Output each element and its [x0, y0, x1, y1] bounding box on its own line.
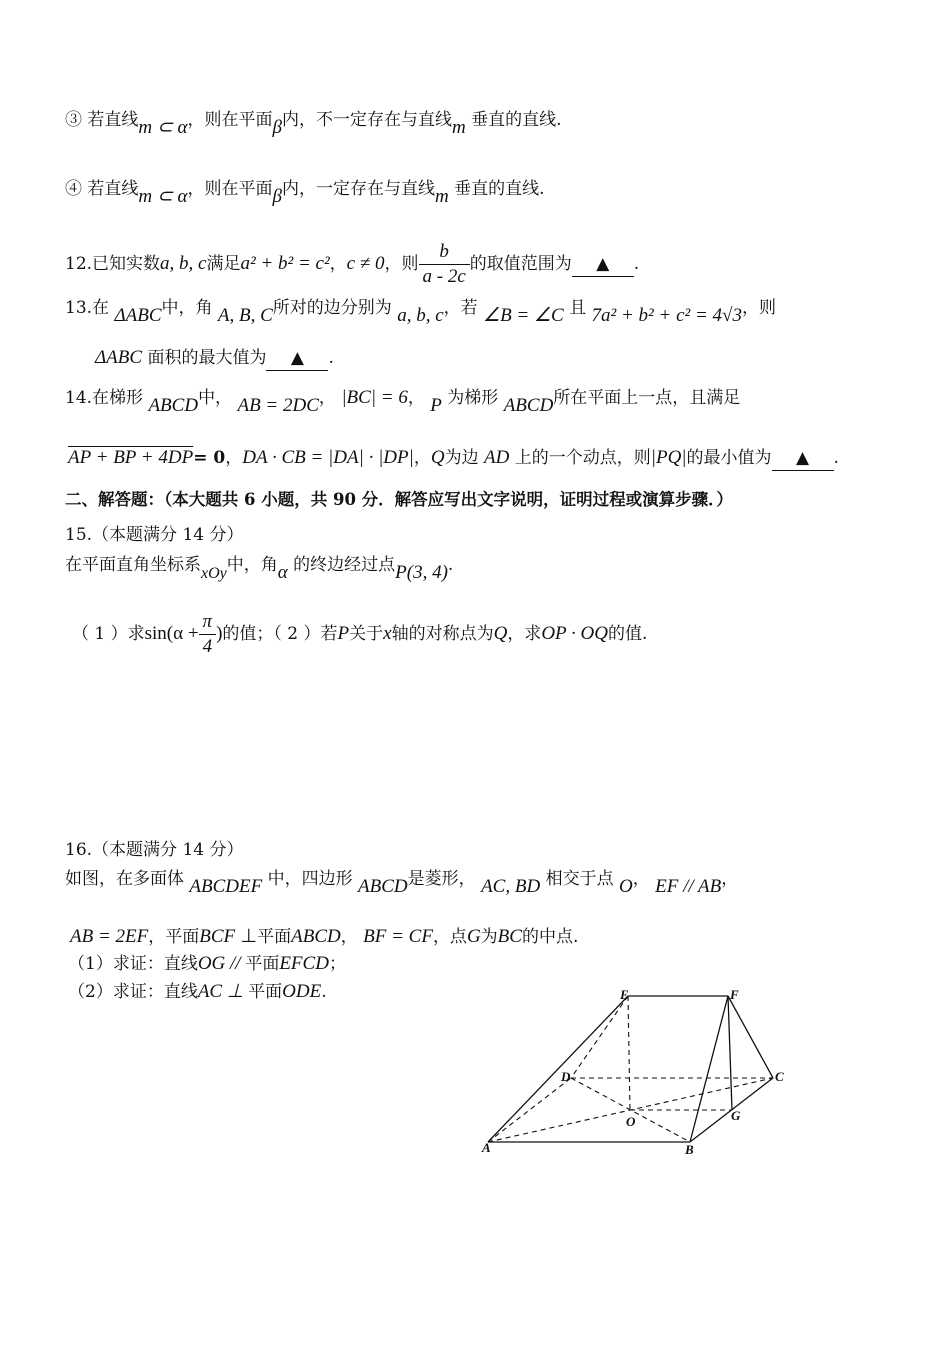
- math-ef-parallel: EF // AB: [655, 876, 722, 897]
- math-g: G: [466, 926, 481, 947]
- text: ，点: [432, 927, 467, 947]
- text: ，平面: [148, 927, 200, 947]
- text: ，: [632, 869, 650, 889]
- label-d: D: [561, 1069, 571, 1084]
- label-f: F: [730, 987, 739, 1002]
- question-13-cont: [95, 346, 334, 371]
- text: ，则在平面: [187, 179, 273, 199]
- math-beta: β: [272, 186, 282, 207]
- math-sides: a, b, c: [397, 305, 444, 326]
- math-acbd: AC, BD: [481, 876, 541, 897]
- question-12: [65, 240, 639, 289]
- section-heading: 二、解答题：（本大题共 6 小题，共 90 分．解答应写出文字说明，证明过程或演算步骤．）: [65, 490, 733, 509]
- math-x: x: [383, 623, 392, 644]
- text: 中，角: [226, 555, 278, 575]
- text: ，: [329, 254, 347, 274]
- text: 面积的最大值为: [147, 348, 267, 368]
- edge-ae: [488, 996, 628, 1142]
- text: 关于: [349, 624, 384, 644]
- text: ，求: [507, 624, 542, 644]
- math-ode: ODE: [282, 981, 322, 1002]
- text: ，则在平面: [187, 110, 273, 130]
- math-point: P(3, 4): [395, 562, 448, 583]
- fraction: [419, 240, 470, 289]
- math-vectors: AP + BP + 4DP: [68, 447, 194, 468]
- edge-fg: [728, 996, 732, 1110]
- math-perp: ⊥: [240, 926, 258, 947]
- math-m: m: [452, 117, 466, 138]
- label-b: B: [685, 1142, 694, 1157]
- edge-ad: [488, 1078, 571, 1142]
- math-bc: BC: [497, 926, 522, 947]
- text: ，: [340, 927, 358, 947]
- math-ab-2ef: AB = 2EF: [70, 926, 149, 947]
- text: ，: [407, 388, 425, 408]
- text: 上的一个动点，则: [514, 448, 651, 468]
- item-3: [65, 108, 562, 138]
- fraction-numerator: π: [199, 610, 217, 635]
- text: 的值.: [608, 624, 648, 644]
- math-bcf: BCF: [199, 926, 236, 947]
- question-15-stem: [65, 553, 454, 583]
- label-e: E: [620, 987, 629, 1002]
- math-pq: |PQ|: [650, 447, 687, 468]
- math-ac: AC ⊥: [197, 981, 249, 1002]
- text: （ 1 ）求: [72, 624, 145, 644]
- text: 的终边经过点: [293, 555, 396, 575]
- math-p: P: [337, 623, 350, 644]
- item-4: [65, 177, 545, 207]
- fraction-numerator: b: [419, 240, 470, 265]
- label-o: O: [626, 1114, 636, 1129]
- math-dot-product: OP · OQ: [541, 623, 608, 644]
- text: .: [633, 254, 640, 274]
- math-angles: A, B, C: [217, 305, 273, 326]
- math-vars: a, b, c: [160, 253, 207, 274]
- math-p: P: [430, 395, 442, 416]
- math-xoy: xOy: [201, 565, 227, 582]
- answer-blank: ▲: [572, 252, 634, 277]
- math-eq: AB = 2DC: [237, 395, 319, 416]
- text: ；: [328, 954, 346, 974]
- text: 垂直的直线.: [471, 110, 562, 130]
- question-16-part-1: [68, 952, 346, 976]
- math-abcd: ABCD: [148, 395, 199, 416]
- text: 平面: [257, 927, 292, 947]
- text: ，: [225, 448, 243, 468]
- math-expr: m ⊂ α: [138, 186, 188, 207]
- text: 垂直的直线.: [454, 179, 545, 199]
- text: 是菱形，: [407, 869, 476, 889]
- fraction-denominator: a - 2c: [422, 266, 466, 287]
- text: 轴的对称点为: [391, 624, 494, 644]
- polyhedron-figure: [470, 980, 810, 1160]
- text: 的中点.: [521, 927, 579, 947]
- text: .: [321, 982, 327, 1002]
- question-15-head: 15.（本题满分 14 分）: [65, 525, 244, 545]
- fraction: [199, 610, 217, 659]
- text: 在平面直角坐标系: [65, 555, 201, 575]
- math-abcd: ABCD: [291, 926, 341, 947]
- math-triangle: ΔABC: [95, 347, 143, 368]
- math-eq: a² + b² = c²: [240, 253, 330, 274]
- math-sin: sin(α +: [144, 623, 199, 644]
- text: 的最小值为: [686, 448, 772, 468]
- text: 中，角: [161, 298, 213, 318]
- text: 中，: [198, 388, 233, 408]
- math-beta: β: [272, 117, 282, 138]
- math-abcdef: ABCDEF: [189, 876, 263, 897]
- text: 且: [569, 298, 587, 318]
- math-abcd: ABCD: [358, 876, 408, 897]
- math-q: Q: [430, 447, 445, 468]
- text: （1）求证：直线: [68, 954, 198, 974]
- math-expr: m ⊂ α: [138, 117, 188, 138]
- text: 内，一定存在与直线: [282, 179, 435, 199]
- question-number: 12.: [65, 254, 93, 274]
- label-c: C: [775, 1069, 784, 1084]
- text: ，: [413, 448, 431, 468]
- text: 所在平面上一点，且满足: [553, 388, 741, 408]
- math-bf-cf: BF = CF: [363, 926, 433, 947]
- text: 在: [92, 298, 110, 318]
- question-16-stem-2: [70, 925, 578, 949]
- text: .: [447, 555, 454, 575]
- question-16-stem: [65, 867, 739, 897]
- math-efcd: EFCD: [279, 953, 329, 974]
- text: 的值；（ 2 ）若: [222, 624, 338, 644]
- edge-fc: [728, 996, 773, 1078]
- math-zero: = 0: [193, 448, 226, 468]
- edge-ed: [571, 996, 628, 1078]
- question-16-head: 16.（本题满分 14 分）: [65, 840, 244, 860]
- text: ，则: [384, 254, 419, 274]
- edge-fb: [690, 996, 728, 1142]
- text: 为: [480, 927, 498, 947]
- text: ，则: [741, 298, 776, 318]
- text: 在梯形: [92, 388, 144, 408]
- math-q: Q: [493, 623, 508, 644]
- text: ，: [318, 388, 336, 408]
- text: 为梯形: [447, 388, 499, 408]
- answer-blank: ▲: [266, 346, 328, 371]
- question-16-part-2: [68, 980, 327, 1004]
- math-o: O: [618, 876, 633, 897]
- question-number: 14.: [65, 388, 93, 408]
- math-alpha: α: [277, 562, 288, 583]
- math-og: OG //: [197, 953, 246, 974]
- math-abcd: ABCD: [503, 395, 554, 416]
- math-dot-product: DA · CB = |DA| · |DP|: [242, 447, 414, 468]
- text: 相交于点: [545, 869, 614, 889]
- question-number: 13.: [65, 298, 93, 318]
- text: ，: [721, 869, 739, 889]
- text: 满足: [206, 254, 241, 274]
- text: 所对的边分别为: [272, 298, 392, 318]
- question-14: [65, 386, 741, 416]
- text: .: [833, 448, 839, 468]
- math-paren: ): [216, 623, 223, 644]
- edge-eo: [628, 996, 630, 1110]
- text: 平面: [245, 954, 280, 974]
- text: （2）求证：直线: [68, 982, 198, 1002]
- math-angle-eq: ∠B = ∠C: [483, 305, 564, 326]
- math-eq: |BC| = 6: [341, 387, 408, 408]
- text: 内，不一定存在与直线: [282, 110, 452, 130]
- item-label: ④ 若直线: [65, 179, 139, 199]
- label-a: A: [482, 1140, 491, 1155]
- text: 如图，在多面体: [65, 869, 184, 889]
- question-15-parts: [72, 610, 647, 659]
- text: .: [328, 348, 334, 368]
- math-equation: 7a² + b² + c² = 4√3: [591, 305, 742, 326]
- question-14-cont: [68, 446, 839, 471]
- answer-blank: ▲: [772, 446, 834, 471]
- fraction-denominator: 4: [202, 636, 213, 657]
- text: ，若: [443, 298, 478, 318]
- text: 已知实数: [92, 254, 161, 274]
- math-ad: AD: [484, 447, 510, 468]
- text: 的取值范围为: [469, 254, 572, 274]
- math-m: m: [435, 186, 449, 207]
- text: 平面: [248, 982, 283, 1002]
- math-cond: c ≠ 0: [346, 253, 385, 274]
- math-triangle: ΔABC: [114, 305, 162, 326]
- question-13: [65, 296, 776, 326]
- text: 为边: [444, 448, 479, 468]
- label-g: G: [731, 1108, 741, 1123]
- text: 中，四边形: [267, 869, 353, 889]
- item-label: ③ 若直线: [65, 110, 139, 130]
